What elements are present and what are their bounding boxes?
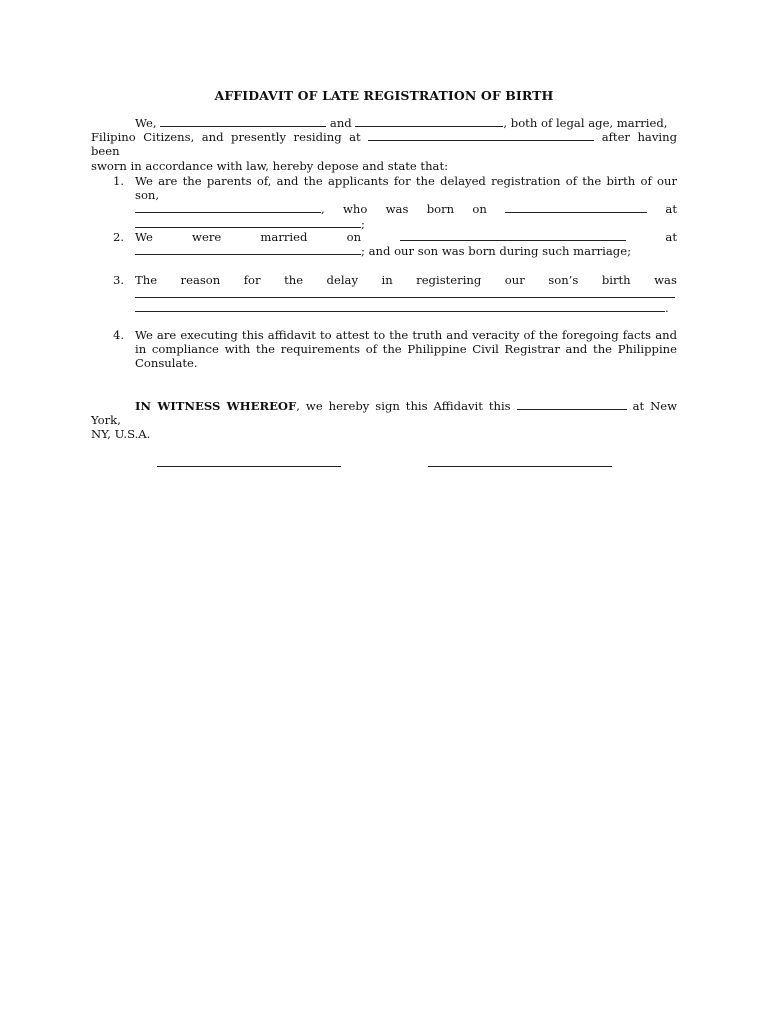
- blank-marriage-place[interactable]: [135, 244, 361, 255]
- item-2-word-at: at: [665, 230, 677, 244]
- item-1-word-on: on: [472, 202, 487, 217]
- intro-line-3: sworn in accordance with law, hereby depose and state that:: [91, 158, 449, 173]
- blank-sign-date[interactable]: [517, 399, 627, 410]
- item-3-word-11: was: [654, 273, 677, 287]
- item-4-number: 4.: [113, 328, 125, 342]
- item-4-text: We are executing this affidavit to attest to the truth and veracity of the foregoing facts and in compliance with the requirements of the Philippine Civil Registrar and the Philippine Consulate.: [135, 328, 677, 371]
- item-2-word-we: We: [135, 230, 153, 244]
- item-3-number: 3.: [113, 273, 125, 287]
- item-1-number: 1.: [113, 174, 125, 188]
- item-3-word-8: our: [504, 273, 525, 287]
- item-1-word-was: was: [385, 202, 409, 217]
- intro-after-names: , both of legal age, married,: [503, 116, 668, 130]
- item-1: [91, 174, 677, 231]
- intro-line-2: [91, 130, 677, 158]
- item-3: [91, 273, 677, 321]
- document-title: AFFIDAVIT OF LATE REGISTRATION OF BIRTH: [214, 88, 554, 103]
- item-2-line-2: [135, 244, 677, 258]
- blank-delay-reason-1[interactable]: [135, 287, 675, 298]
- blank-son-name[interactable]: [135, 202, 321, 213]
- item-1-comma: ,: [321, 202, 325, 217]
- item-2-body: [135, 230, 677, 258]
- item-3-word-9: son’s: [548, 273, 579, 287]
- item-3-line-3: [135, 301, 677, 315]
- item-3-word-3: for: [243, 273, 261, 287]
- signature-line-2[interactable]: [428, 456, 612, 467]
- item-2-word-were: were: [192, 230, 222, 244]
- intro-residing: Filipino Citizens, and presently residing at: [91, 130, 361, 145]
- witness-text-1: , we hereby sign this Affidavit this: [296, 399, 511, 413]
- item-3-word-4: the: [284, 273, 304, 287]
- item-3-word-1: The: [135, 273, 158, 287]
- item-3-word-10: birth: [601, 273, 631, 287]
- item-1-line-1: We are the parents of, and the applicants for the delayed registration of the birth of our son,: [135, 174, 677, 203]
- item-1-body: [135, 174, 677, 231]
- witness-bold: IN WITNESS WHEREOF: [135, 399, 297, 413]
- item-1-word-at: at: [665, 202, 677, 217]
- blank-marriage-date[interactable]: [400, 230, 626, 241]
- blank-name-1[interactable]: [160, 116, 326, 127]
- item-1-end: ;: [361, 216, 365, 231]
- intro-and: and: [329, 116, 352, 130]
- item-2: [91, 230, 677, 262]
- intro-after-having: after having been: [91, 130, 677, 159]
- item-3-line-2: [135, 287, 677, 301]
- item-2-line-2-text: ; and our son was born during such marriage;: [361, 244, 631, 259]
- intro-paragraph: [91, 116, 677, 173]
- item-3-end: .: [665, 301, 669, 316]
- blank-delay-reason-2[interactable]: [135, 301, 665, 312]
- intro-we: We,: [135, 116, 157, 130]
- item-3-word-2: reason: [180, 273, 221, 287]
- blank-birth-place[interactable]: [135, 217, 361, 228]
- item-3-line-1: [135, 273, 677, 287]
- item-3-word-7: registering: [416, 273, 482, 287]
- item-4: [91, 328, 677, 376]
- signature-line-1[interactable]: [157, 456, 341, 467]
- item-2-word-on: on: [346, 230, 362, 244]
- item-1-word-born: born: [426, 202, 455, 217]
- blank-residence[interactable]: [368, 130, 594, 141]
- item-2-number: 2.: [113, 230, 125, 244]
- item-3-word-5: delay: [326, 273, 358, 287]
- item-2-line-1: [135, 230, 677, 244]
- blank-birth-date[interactable]: [505, 202, 647, 213]
- witness-text-2: at New York,: [91, 399, 678, 428]
- item-1-line-3: [135, 217, 677, 231]
- blank-name-2[interactable]: [355, 116, 503, 127]
- item-1-word-who: who: [342, 202, 368, 217]
- item-3-word-6: in: [381, 273, 393, 287]
- item-1-line-2: [135, 202, 677, 216]
- item-3-body: [135, 273, 677, 316]
- witness-paragraph: [91, 399, 677, 442]
- witness-text-3: NY, U.S.A.: [91, 427, 151, 442]
- item-2-word-married: married: [260, 230, 308, 244]
